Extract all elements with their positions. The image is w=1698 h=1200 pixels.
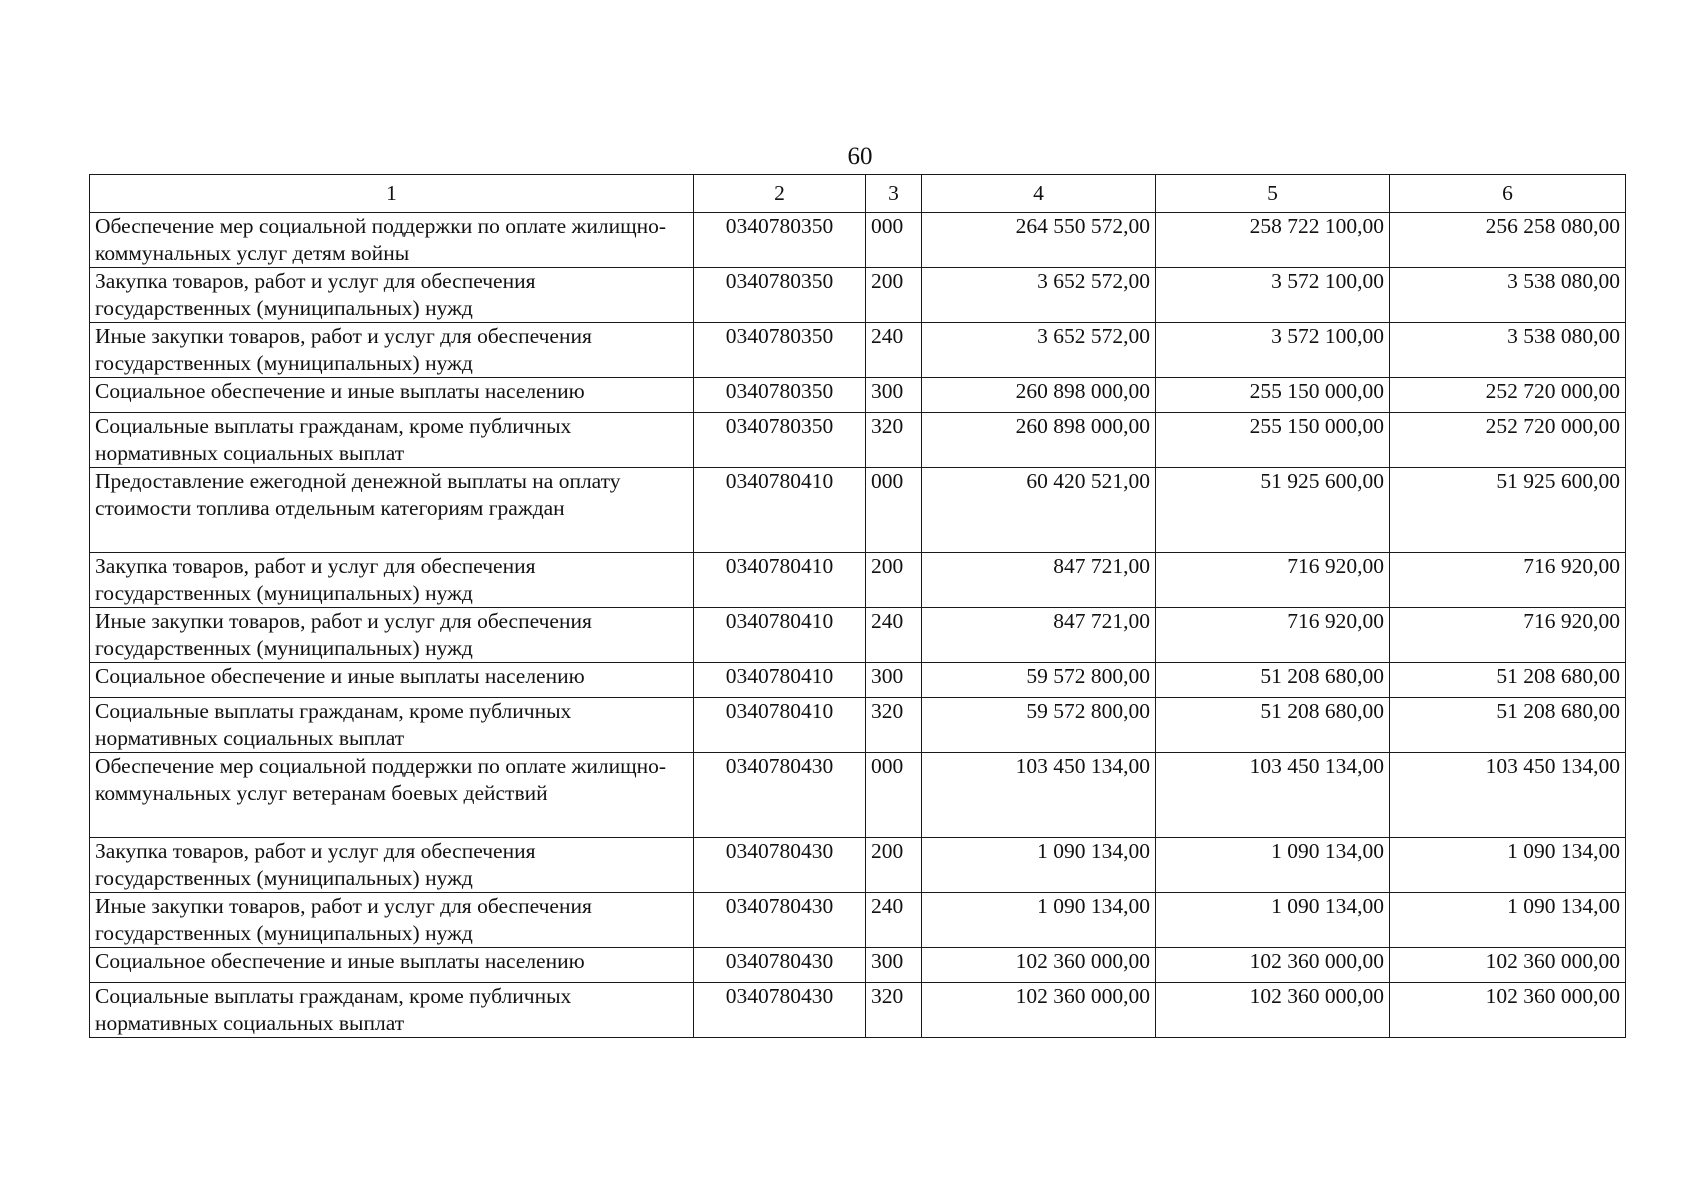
row-code-cell: 0340780430 — [694, 893, 866, 948]
row-name-cell: Социальное обеспечение и иные выплаты населению — [90, 378, 694, 413]
row-code-cell: 0340780410 — [694, 663, 866, 698]
row-type-cell: 320 — [866, 983, 922, 1038]
table-row — [90, 838, 1626, 893]
row-code-cell: 0340780350 — [694, 378, 866, 413]
row-amount-col6-cell: 252 720 000,00 — [1390, 413, 1626, 468]
header-row — [90, 175, 1626, 213]
row-type-cell: 240 — [866, 893, 922, 948]
column-header: 2 — [694, 175, 866, 213]
row-name-cell: Закупка товаров, работ и услуг для обеспечения государственных (муниципальных) нужд — [90, 268, 694, 323]
row-type-cell: 320 — [866, 698, 922, 753]
row-amount-col6-cell: 103 450 134,00 — [1390, 753, 1626, 838]
row-name-cell: Иные закупки товаров, работ и услуг для обеспечения государственных (муниципальных) нужд — [90, 323, 694, 378]
row-name-cell: Социальное обеспечение и иные выплаты населению — [90, 663, 694, 698]
row-type-cell: 300 — [866, 663, 922, 698]
row-amount-col6-cell: 51 208 680,00 — [1390, 698, 1626, 753]
row-amount-col4-cell: 102 360 000,00 — [922, 983, 1156, 1038]
row-type-cell: 320 — [866, 413, 922, 468]
row-amount-col4-cell: 3 652 572,00 — [922, 323, 1156, 378]
row-amount-col6-cell: 256 258 080,00 — [1390, 213, 1626, 268]
row-amount-col5-cell: 51 208 680,00 — [1156, 663, 1390, 698]
row-amount-col6-cell: 716 920,00 — [1390, 553, 1626, 608]
row-amount-col5-cell: 255 150 000,00 — [1156, 378, 1390, 413]
row-amount-col5-cell: 103 450 134,00 — [1156, 753, 1390, 838]
row-type-cell: 200 — [866, 268, 922, 323]
row-type-cell: 000 — [866, 468, 922, 553]
row-amount-col6-cell: 3 538 080,00 — [1390, 268, 1626, 323]
row-amount-col4-cell: 847 721,00 — [922, 553, 1156, 608]
row-amount-col6-cell: 102 360 000,00 — [1390, 983, 1626, 1038]
row-code-cell: 0340780430 — [694, 983, 866, 1038]
row-name-cell: Предоставление ежегодной денежной выплаты на оплату стоимости топлива отдельным категориям граждан — [90, 468, 694, 553]
row-code-cell: 0340780410 — [694, 553, 866, 608]
row-amount-col4-cell: 60 420 521,00 — [922, 468, 1156, 553]
row-amount-col6-cell: 102 360 000,00 — [1390, 948, 1626, 983]
row-type-cell: 300 — [866, 378, 922, 413]
row-amount-col5-cell: 3 572 100,00 — [1156, 268, 1390, 323]
row-amount-col6-cell: 51 208 680,00 — [1390, 663, 1626, 698]
table-row — [90, 948, 1626, 983]
row-type-cell: 000 — [866, 753, 922, 838]
column-header: 6 — [1390, 175, 1626, 213]
row-code-cell: 0340780410 — [694, 468, 866, 553]
table-body — [90, 213, 1626, 1038]
table-row — [90, 413, 1626, 468]
row-amount-col5-cell: 51 208 680,00 — [1156, 698, 1390, 753]
table-row — [90, 698, 1626, 753]
row-amount-col6-cell: 51 925 600,00 — [1390, 468, 1626, 553]
table-row — [90, 608, 1626, 663]
row-amount-col5-cell: 716 920,00 — [1156, 553, 1390, 608]
row-amount-col4-cell: 1 090 134,00 — [922, 838, 1156, 893]
row-name-cell: Иные закупки товаров, работ и услуг для обеспечения государственных (муниципальных) нужд — [90, 608, 694, 663]
table-row — [90, 468, 1626, 553]
row-amount-col4-cell: 260 898 000,00 — [922, 378, 1156, 413]
row-amount-col5-cell: 716 920,00 — [1156, 608, 1390, 663]
table-row — [90, 268, 1626, 323]
row-code-cell: 0340780410 — [694, 608, 866, 663]
row-name-cell: Социальные выплаты гражданам, кроме публичных нормативных социальных выплат — [90, 983, 694, 1038]
row-type-cell: 240 — [866, 323, 922, 378]
row-code-cell: 0340780350 — [694, 413, 866, 468]
table-row — [90, 663, 1626, 698]
table-row — [90, 213, 1626, 268]
row-amount-col6-cell: 1 090 134,00 — [1390, 893, 1626, 948]
row-name-cell: Социальные выплаты гражданам, кроме публичных нормативных социальных выплат — [90, 413, 694, 468]
page-number: 60 — [847, 143, 873, 170]
row-name-cell: Закупка товаров, работ и услуг для обеспечения государственных (муниципальных) нужд — [90, 838, 694, 893]
budget-table — [89, 174, 1626, 1038]
row-amount-col5-cell: 1 090 134,00 — [1156, 838, 1390, 893]
row-amount-col5-cell: 255 150 000,00 — [1156, 413, 1390, 468]
row-amount-col5-cell: 102 360 000,00 — [1156, 948, 1390, 983]
table-row — [90, 553, 1626, 608]
table-row — [90, 983, 1626, 1038]
column-header: 1 — [90, 175, 694, 213]
row-amount-col4-cell: 260 898 000,00 — [922, 413, 1156, 468]
row-code-cell: 0340780350 — [694, 323, 866, 378]
row-code-cell: 0340780430 — [694, 753, 866, 838]
row-amount-col5-cell: 51 925 600,00 — [1156, 468, 1390, 553]
table-row — [90, 893, 1626, 948]
table-row — [90, 753, 1626, 838]
column-header: 3 — [866, 175, 922, 213]
row-type-cell: 000 — [866, 213, 922, 268]
row-amount-col6-cell: 252 720 000,00 — [1390, 378, 1626, 413]
row-name-cell: Социальные выплаты гражданам, кроме публичных нормативных социальных выплат — [90, 698, 694, 753]
row-amount-col5-cell: 1 090 134,00 — [1156, 893, 1390, 948]
row-amount-col4-cell: 264 550 572,00 — [922, 213, 1156, 268]
row-code-cell: 0340780350 — [694, 213, 866, 268]
row-name-cell: Обеспечение мер социальной поддержки по оплате жилищно-коммунальных услуг ветеранам боевых действий — [90, 753, 694, 838]
row-name-cell: Обеспечение мер социальной поддержки по оплате жилищно-коммунальных услуг детям войны — [90, 213, 694, 268]
row-amount-col6-cell: 3 538 080,00 — [1390, 323, 1626, 378]
row-name-cell: Закупка товаров, работ и услуг для обеспечения государственных (муниципальных) нужд — [90, 553, 694, 608]
row-amount-col4-cell: 59 572 800,00 — [922, 698, 1156, 753]
row-amount-col4-cell: 1 090 134,00 — [922, 893, 1156, 948]
row-amount-col6-cell: 1 090 134,00 — [1390, 838, 1626, 893]
row-type-cell: 240 — [866, 608, 922, 663]
column-header: 5 — [1156, 175, 1390, 213]
row-amount-col5-cell: 258 722 100,00 — [1156, 213, 1390, 268]
row-code-cell: 0340780410 — [694, 698, 866, 753]
row-code-cell: 0340780430 — [694, 948, 866, 983]
column-header: 4 — [922, 175, 1156, 213]
row-amount-col5-cell: 102 360 000,00 — [1156, 983, 1390, 1038]
row-amount-col5-cell: 3 572 100,00 — [1156, 323, 1390, 378]
table-row — [90, 323, 1626, 378]
table-row — [90, 378, 1626, 413]
row-type-cell: 200 — [866, 553, 922, 608]
row-amount-col4-cell: 103 450 134,00 — [922, 753, 1156, 838]
row-amount-col4-cell: 59 572 800,00 — [922, 663, 1156, 698]
row-name-cell: Социальное обеспечение и иные выплаты населению — [90, 948, 694, 983]
row-code-cell: 0340780350 — [694, 268, 866, 323]
row-type-cell: 300 — [866, 948, 922, 983]
row-code-cell: 0340780430 — [694, 838, 866, 893]
row-amount-col4-cell: 3 652 572,00 — [922, 268, 1156, 323]
row-amount-col4-cell: 102 360 000,00 — [922, 948, 1156, 983]
row-name-cell: Иные закупки товаров, работ и услуг для обеспечения государственных (муниципальных) нужд — [90, 893, 694, 948]
row-amount-col4-cell: 847 721,00 — [922, 608, 1156, 663]
row-amount-col6-cell: 716 920,00 — [1390, 608, 1626, 663]
row-type-cell: 200 — [866, 838, 922, 893]
